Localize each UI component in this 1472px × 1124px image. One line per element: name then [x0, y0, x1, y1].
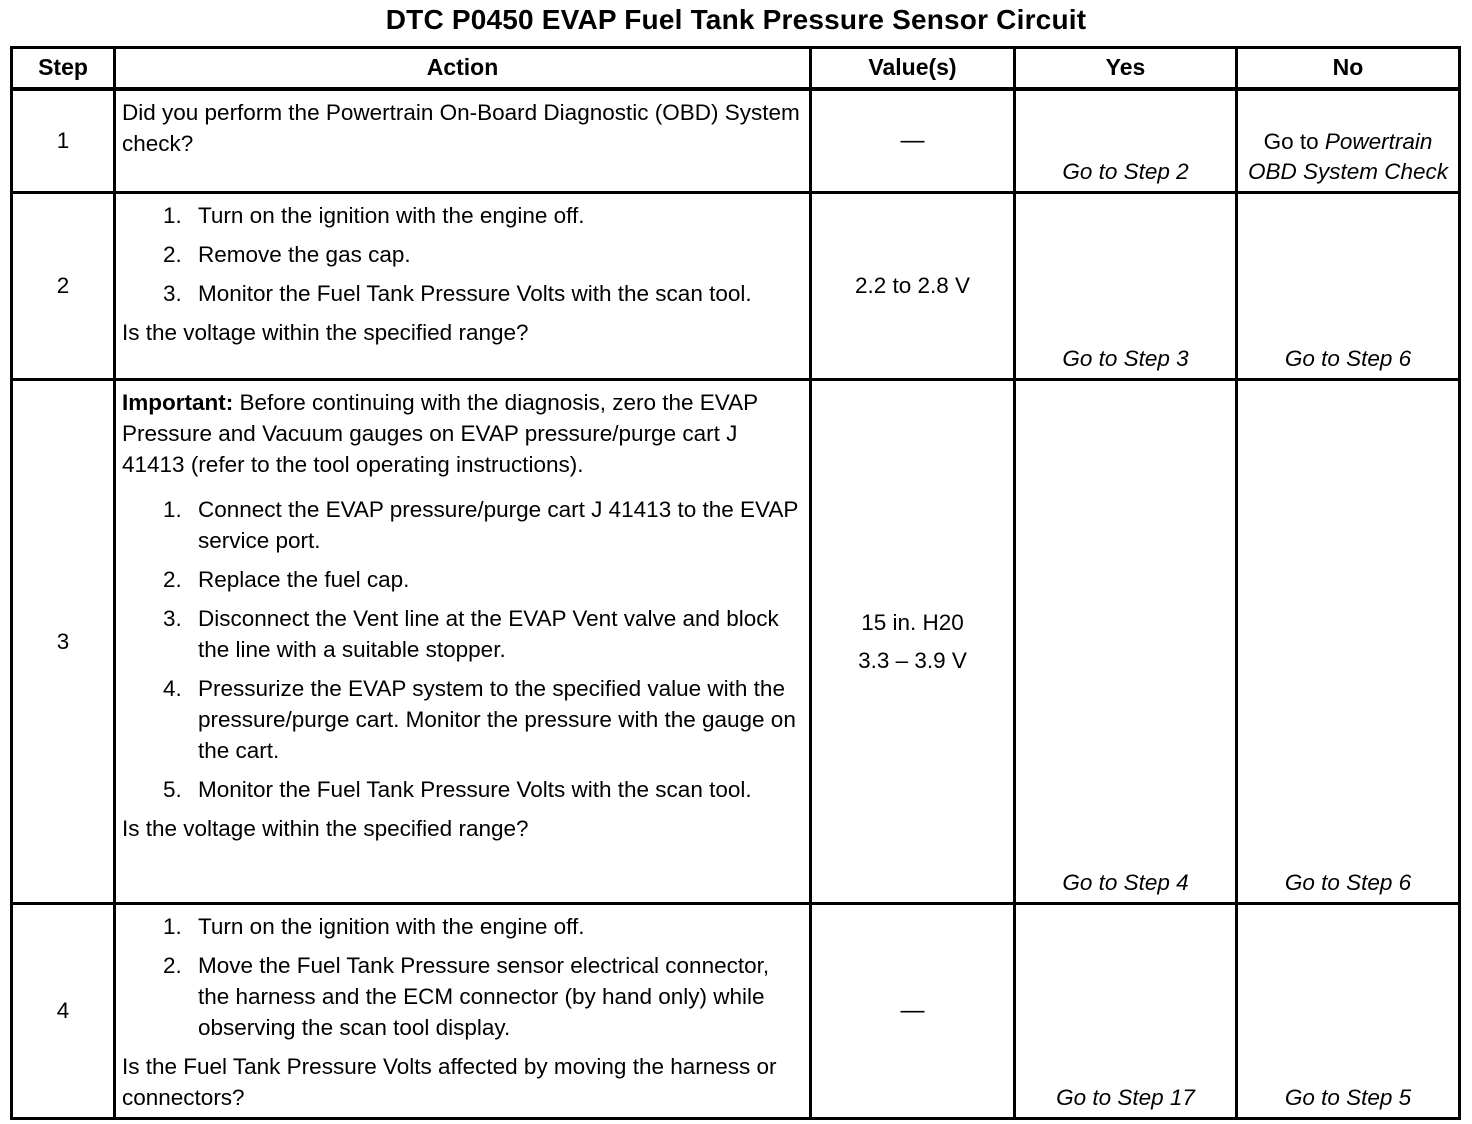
action-step: 2. Move the Fuel Tank Pressure sensor electrical connector, the harness and the ECM connector (by hand only) while observing the scan tool display.	[188, 950, 801, 1043]
no-prefix: Go to	[1263, 129, 1319, 154]
no-cell: Go to Step 6	[1237, 193, 1460, 380]
action-step: 4. Pressurize the EVAP system to the specified value with the pressure/purge cart. Monitor the pressure with the gauge on the cart.	[188, 673, 801, 766]
table-row-step-2	[12, 193, 1460, 380]
header-step: Step	[12, 48, 115, 89]
header-values: Value(s)	[811, 48, 1015, 89]
action-step: 1. Turn on the ignition with the engine off.	[188, 911, 801, 942]
action-cell	[115, 193, 811, 380]
action-steps	[122, 494, 801, 805]
no-cell: Go to Step 6	[1237, 380, 1460, 904]
action-step: 1. Connect the EVAP pressure/purge cart J 41413 to the EVAP service port.	[188, 494, 801, 556]
action-steps	[122, 911, 801, 1043]
table-row-step-1	[12, 89, 1460, 193]
action-cell	[115, 89, 811, 193]
step-number: 3	[12, 380, 115, 904]
page-title: DTC P0450 EVAP Fuel Tank Pressure Sensor Circuit	[385, 4, 1087, 35]
table-row-step-4	[12, 904, 1460, 1119]
yes-cell: Go to Step 17	[1015, 904, 1237, 1119]
important-label: Important:	[122, 390, 234, 415]
action-step: 3. Disconnect the Vent line at the EVAP Vent valve and block the line with a suitable stopper.	[188, 603, 801, 665]
important-note	[122, 387, 801, 480]
action-step: 1. Turn on the ignition with the engine off.	[188, 200, 801, 231]
value-cell	[811, 380, 1015, 904]
action-cell	[115, 904, 811, 1119]
action-step: 3. Monitor the Fuel Tank Pressure Volts with the scan tool.	[188, 278, 801, 309]
action-step: 2. Replace the fuel cap.	[188, 564, 801, 595]
value-cell	[811, 89, 1015, 193]
action-question: Is the voltage within the specified range?	[122, 816, 529, 841]
value-voltage: 3.3 – 3.9 V	[858, 647, 967, 673]
value-cell: 2.2 to 2.8 V	[811, 193, 1015, 380]
no-cell: Go to Step 5	[1237, 904, 1460, 1119]
action-question: Is the voltage within the specified range?	[122, 320, 529, 345]
value-cell	[811, 904, 1015, 1119]
step-number: 2	[12, 193, 115, 380]
step-number: 1	[12, 89, 115, 193]
value-pressure: 15 in. H20	[861, 609, 964, 635]
step-number: 4	[12, 904, 115, 1119]
action-question: Is the Fuel Tank Pressure Volts affected by moving the harness or connectors?	[122, 1054, 777, 1110]
table-row-step-3	[12, 380, 1460, 904]
action-step: 2. Remove the gas cap.	[188, 239, 801, 270]
header-action: Action	[115, 48, 811, 89]
yes-cell: Go to Step 4	[1015, 380, 1237, 904]
header-row	[12, 48, 1460, 89]
yes-cell: Go to Step 3	[1015, 193, 1237, 380]
action-question: Did you perform the Powertrain On-Board Diagnostic (OBD) System check?	[122, 99, 800, 156]
no-target: Powertrain OBD System Check	[1247, 129, 1449, 184]
action-steps	[122, 200, 801, 309]
value-dash: —	[900, 997, 925, 1024]
action-cell	[115, 380, 811, 904]
header-yes: Yes	[1015, 48, 1237, 89]
header-no: No	[1237, 48, 1460, 89]
action-step: 5. Monitor the Fuel Tank Pressure Volts with the scan tool.	[188, 774, 801, 805]
yes-cell: Go to Step 2	[1015, 89, 1237, 193]
diagnostic-table	[10, 46, 1461, 1120]
no-cell	[1237, 89, 1460, 193]
important-text: Before continuing with the diagnosis, zero the EVAP Pressure and Vacuum gauges on EVAP pressure/purge cart J 41413 (refer to the tool operating instructions).	[122, 390, 758, 477]
value-dash: —	[900, 126, 925, 154]
